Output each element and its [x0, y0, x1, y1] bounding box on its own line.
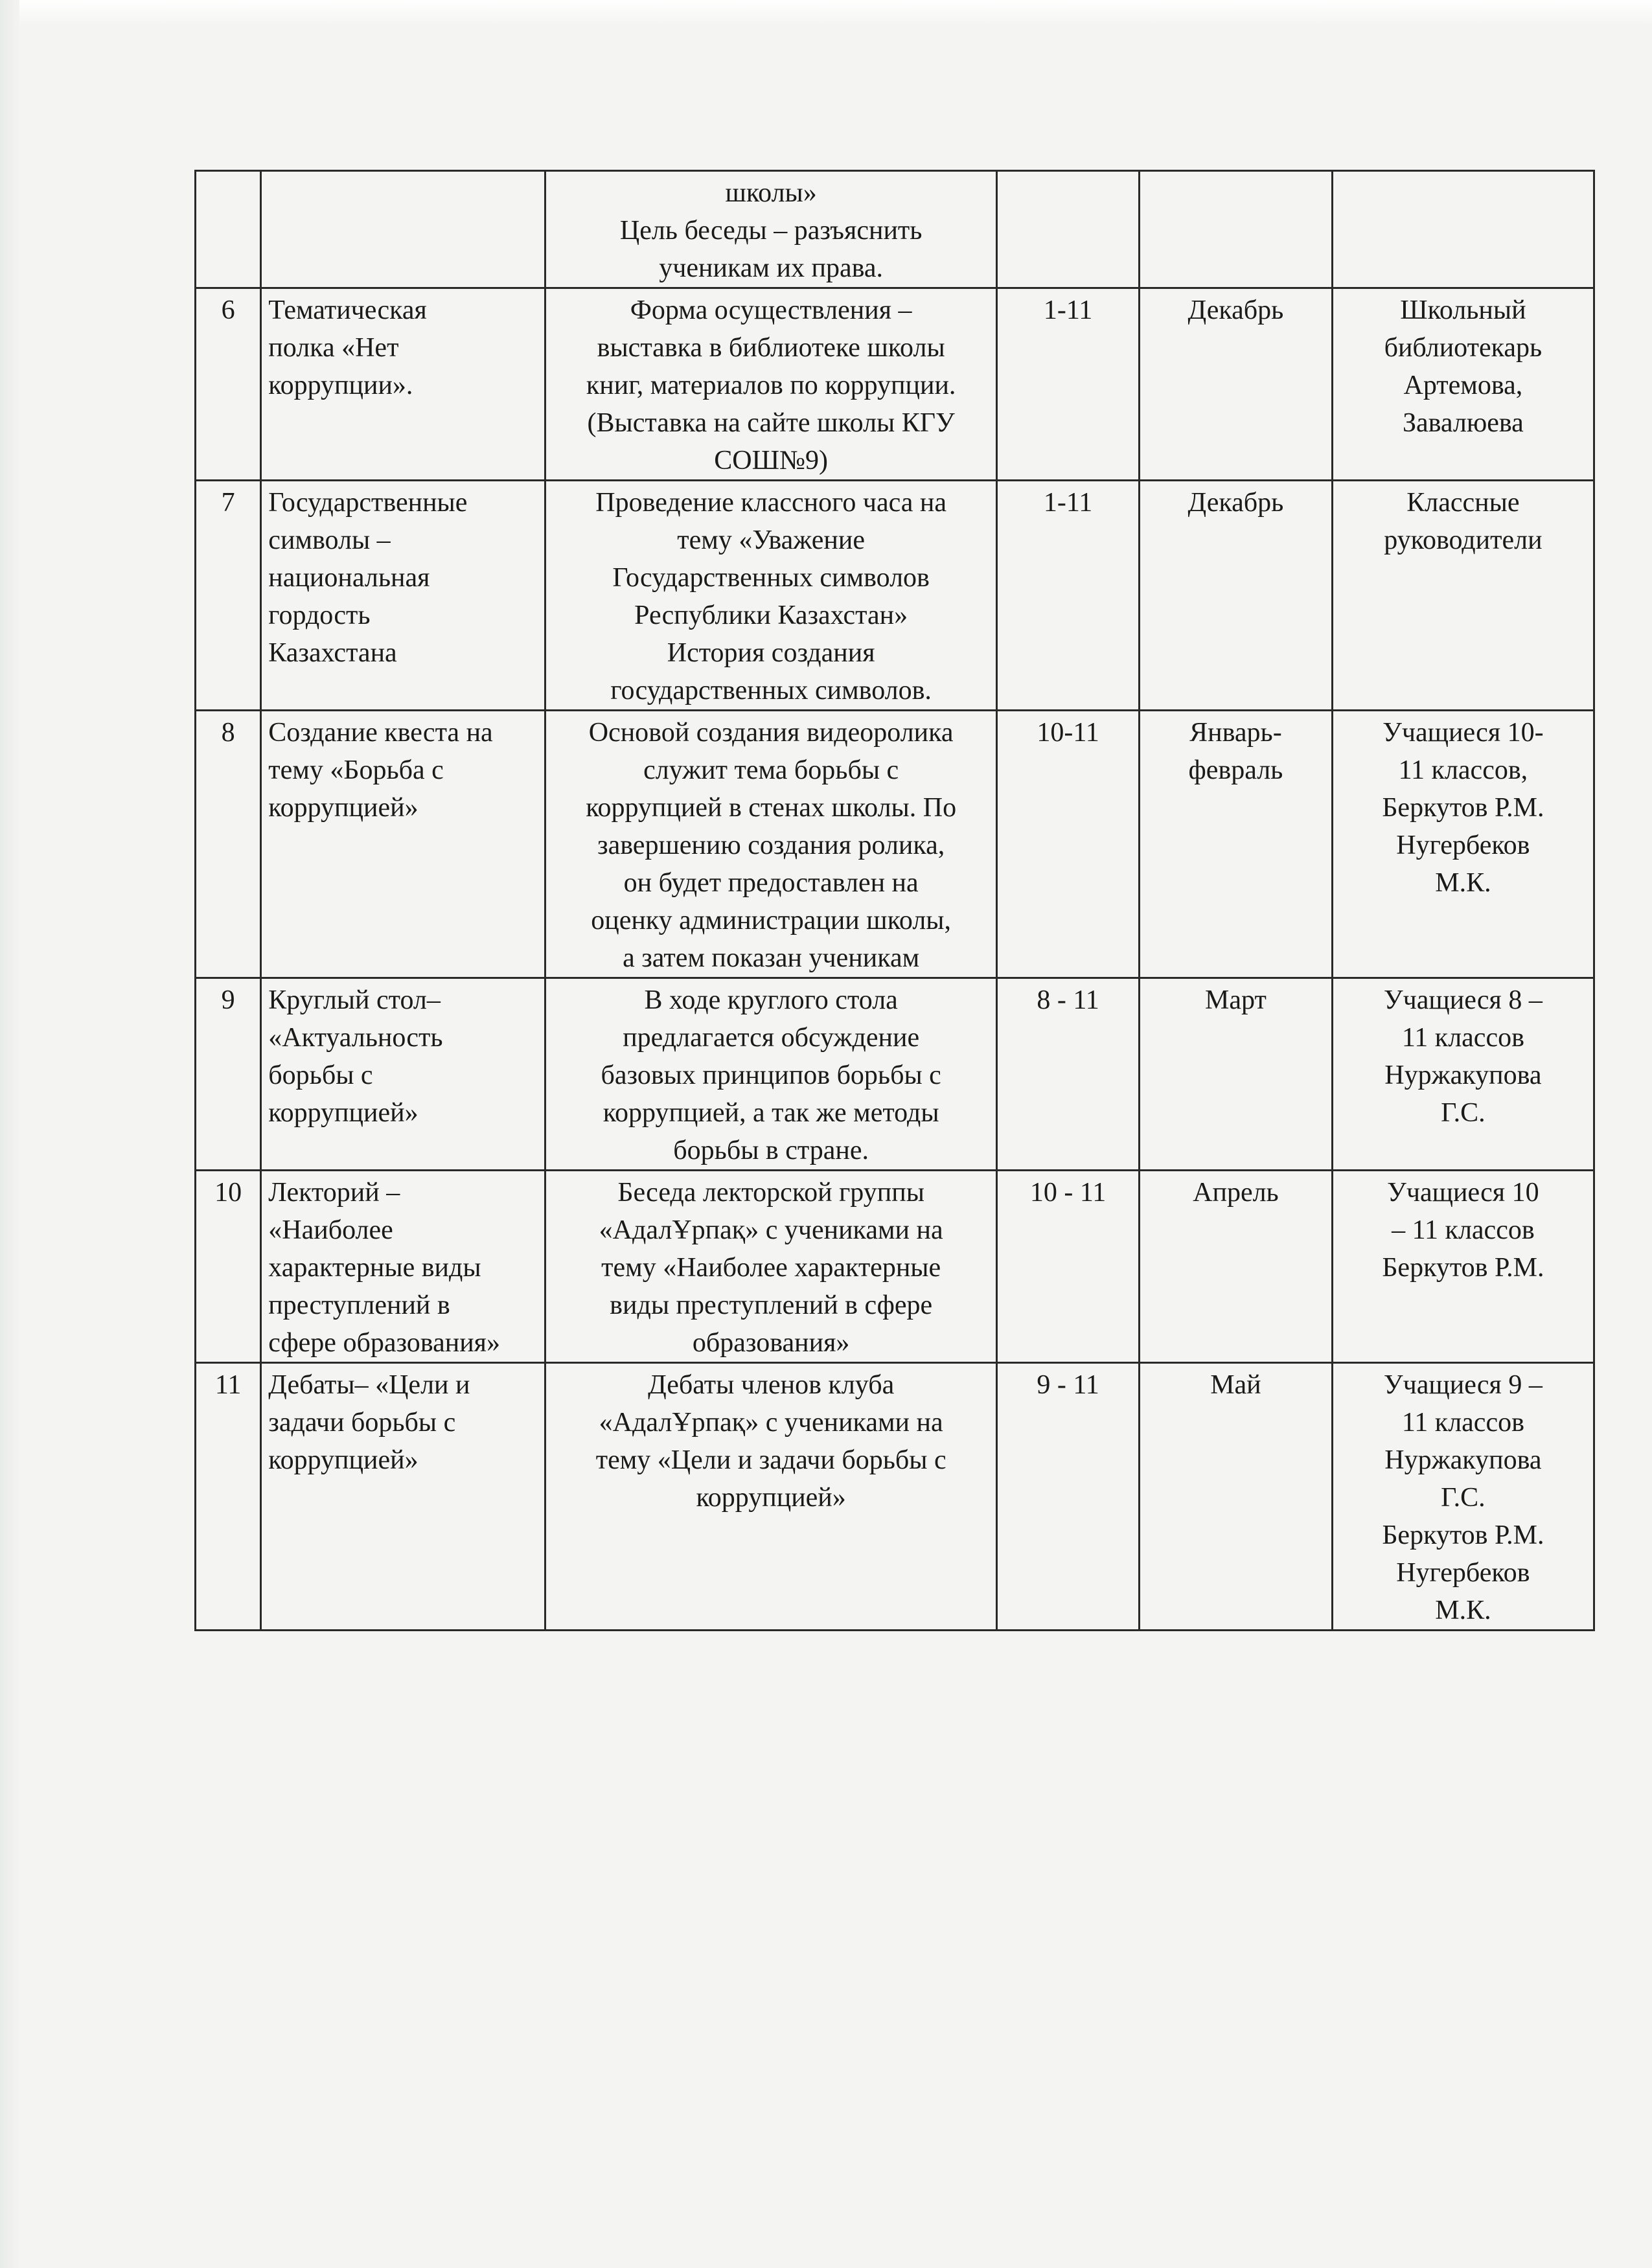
- text-line: «Актуальность: [268, 1023, 443, 1053]
- text-line: коррупцией»: [696, 1483, 846, 1513]
- text-line: коррупцией в стенах школы. По: [586, 793, 957, 823]
- text-line: Нугербеков: [1396, 1558, 1530, 1588]
- text-line: коррупцией»: [268, 793, 419, 823]
- text-line: служит тема борьбы с: [643, 755, 899, 785]
- text-line: Круглый стол–: [268, 985, 441, 1015]
- text-line: виды преступлений в сфере: [610, 1290, 933, 1320]
- text-line: Учащиеся 10: [1387, 1178, 1539, 1208]
- table-row: [196, 711, 1594, 978]
- text-line: Беркутов Р.М.: [1382, 793, 1544, 823]
- text-line: Государственные: [268, 488, 468, 518]
- event-description-cell: [545, 978, 997, 1171]
- text-line: 11 классов: [1401, 1023, 1524, 1053]
- text-line: Беседа лекторской группы: [617, 1178, 924, 1208]
- responsible-cell: [1332, 1363, 1594, 1631]
- date-cell: [1140, 481, 1333, 711]
- event-title-cell: [261, 481, 545, 711]
- text-line: Учащиеся 9 –: [1383, 1370, 1543, 1400]
- row-number-cell: [196, 171, 261, 288]
- grades-cell: [997, 171, 1140, 288]
- text-line: Беркутов Р.М.: [1382, 1520, 1544, 1550]
- table-row: [196, 1171, 1594, 1363]
- text-line: 11 классов: [1401, 1408, 1524, 1438]
- text-line: символы –: [268, 525, 391, 555]
- text-line: Тематическая: [268, 295, 427, 325]
- text-line: библиотекарь: [1384, 333, 1543, 363]
- text-line: Лекторий –: [268, 1178, 400, 1208]
- event-description-cell: [545, 1363, 997, 1631]
- table-row: [196, 978, 1594, 1171]
- text-line: Создание квеста на: [268, 718, 493, 748]
- text-line: История создания: [667, 638, 875, 668]
- text-line: Март: [1205, 985, 1267, 1015]
- text-line: – 11 классов: [1392, 1215, 1535, 1245]
- grades-cell: 9 - 11: [997, 1363, 1140, 1631]
- text-line: Артемова,: [1403, 371, 1523, 400]
- row-number-cell: 10: [196, 1171, 261, 1363]
- text-line: Проведение классного часа на: [595, 488, 947, 518]
- text-line: тему «Цели и задачи борьбы с: [595, 1445, 946, 1475]
- row-number-cell: 6: [196, 288, 261, 481]
- text-line: Май: [1210, 1370, 1261, 1400]
- text-line: Форма осуществления –: [630, 295, 912, 325]
- responsible-cell: [1332, 481, 1594, 711]
- responsible-cell: [1332, 288, 1594, 481]
- text-line: оценку администрации школы,: [591, 906, 952, 935]
- text-line: ученикам их права.: [659, 253, 884, 283]
- responsible-cell: [1332, 171, 1594, 288]
- grades-cell: 10-11: [997, 711, 1140, 978]
- scan-edge-left: [0, 0, 19, 2268]
- row-number-cell: 8: [196, 711, 261, 978]
- text-line: Дебаты членов клуба: [648, 1370, 895, 1400]
- text-line: Цель беседы – разъяснить: [619, 216, 923, 246]
- scan-edge-top: [0, 0, 1652, 26]
- text-line: Нугербеков: [1396, 830, 1530, 860]
- text-line: завершению создания ролика,: [597, 830, 945, 860]
- text-line: Г.С.: [1441, 1483, 1486, 1513]
- event-description-cell: [545, 481, 997, 711]
- text-line: школы»: [725, 178, 817, 208]
- event-title-cell: [261, 1171, 545, 1363]
- text-line: февраль: [1188, 755, 1283, 785]
- table-row: [196, 288, 1594, 481]
- text-line: (Выставка на сайте школы КГУ: [587, 408, 955, 438]
- row-number-cell: 7: [196, 481, 261, 711]
- event-title-cell: [261, 978, 545, 1171]
- text-line: Учащиеся 8 –: [1383, 985, 1543, 1015]
- event-description-cell: [545, 1171, 997, 1363]
- text-line: Нуржакупова: [1384, 1445, 1542, 1475]
- text-line: борьбы в стране.: [673, 1136, 869, 1165]
- row-number-cell: 11: [196, 1363, 261, 1631]
- grades-cell: 8 - 11: [997, 978, 1140, 1171]
- date-cell: [1140, 978, 1333, 1171]
- text-line: образования»: [692, 1328, 850, 1358]
- text-line: Апрель: [1193, 1178, 1279, 1208]
- text-line: книг, материалов по коррупции.: [586, 371, 956, 400]
- event-title-cell: [261, 288, 545, 481]
- grades-cell: 1-11: [997, 481, 1140, 711]
- grades-cell: 1-11: [997, 288, 1140, 481]
- text-line: характерные виды: [268, 1253, 481, 1283]
- text-line: Нуржакупова: [1384, 1060, 1542, 1090]
- text-line: национальная: [268, 563, 430, 593]
- text-line: а затем показан ученикам: [623, 943, 920, 973]
- event-description-cell: [545, 711, 997, 978]
- text-line: Основой создания видеоролика: [588, 718, 954, 748]
- responsible-cell: [1332, 1171, 1594, 1363]
- event-description-cell: [545, 171, 997, 288]
- responsible-cell: [1332, 978, 1594, 1171]
- text-line: гордость: [268, 601, 371, 630]
- text-line: Казахстана: [268, 638, 397, 668]
- text-line: коррупцией»: [268, 1445, 419, 1475]
- grades-cell: 10 - 11: [997, 1171, 1140, 1363]
- date-cell: [1140, 711, 1333, 978]
- event-title-cell: [261, 1363, 545, 1631]
- text-line: Беркутов Р.М.: [1382, 1253, 1544, 1283]
- text-line: Республики Казахстан»: [634, 601, 908, 630]
- text-line: коррупции».: [268, 371, 413, 400]
- row-number-cell: 9: [196, 978, 261, 1171]
- responsible-cell: [1332, 711, 1594, 978]
- text-line: тему «Борьба с: [268, 755, 444, 785]
- text-line: базовых принципов борьбы с: [601, 1060, 941, 1090]
- text-line: он будет предоставлен на: [623, 868, 919, 898]
- text-line: сфере образования»: [268, 1328, 500, 1358]
- text-line: борьбы с: [268, 1060, 373, 1090]
- text-line: задачи борьбы с: [268, 1408, 456, 1438]
- date-cell: [1140, 1363, 1333, 1631]
- text-line: тему «Уважение: [677, 525, 865, 555]
- events-schedule-table: [194, 170, 1595, 1631]
- text-line: 11 классов,: [1398, 755, 1528, 785]
- text-line: «Наиболее: [268, 1215, 393, 1245]
- text-line: «АдалҰрпақ» с учениками на: [599, 1408, 943, 1438]
- text-line: преступлений в: [268, 1290, 450, 1320]
- text-line: Школьный: [1400, 295, 1526, 325]
- date-cell: [1140, 1171, 1333, 1363]
- text-line: СОШ№9): [714, 446, 829, 475]
- event-description-cell: [545, 288, 997, 481]
- text-line: Завалюева: [1402, 408, 1524, 438]
- text-line: М.К.: [1435, 868, 1491, 898]
- text-line: коррупцией, а так же методы: [602, 1098, 939, 1128]
- text-line: Дебаты– «Цели и: [268, 1370, 470, 1400]
- text-line: Учащиеся 10-: [1382, 718, 1544, 748]
- text-line: Государственных символов: [612, 563, 930, 593]
- table-body: [196, 171, 1594, 1631]
- text-line: Январь-: [1189, 718, 1282, 748]
- text-line: Декабрь: [1187, 295, 1284, 325]
- date-cell: [1140, 171, 1333, 288]
- text-line: полка «Нет: [268, 333, 399, 363]
- text-line: М.К.: [1435, 1596, 1491, 1625]
- text-line: В ходе круглого стола: [644, 985, 898, 1015]
- text-line: Классные: [1406, 488, 1520, 518]
- text-line: «АдалҰрпақ» с учениками на: [599, 1215, 943, 1245]
- event-title-cell: [261, 711, 545, 978]
- text-line: Декабрь: [1187, 488, 1284, 518]
- table-row: [196, 1363, 1594, 1631]
- text-line: тему «Наиболее характерные: [601, 1253, 941, 1283]
- table-row: [196, 481, 1594, 711]
- text-line: государственных символов.: [610, 676, 932, 705]
- date-cell: [1140, 288, 1333, 481]
- text-line: предлагается обсуждение: [623, 1023, 920, 1053]
- text-line: коррупцией»: [268, 1098, 419, 1128]
- event-title-cell: [261, 171, 545, 288]
- text-line: выставка в библиотеке школы: [597, 333, 945, 363]
- table-row: [196, 171, 1594, 288]
- text-line: руководители: [1384, 525, 1543, 555]
- text-line: Г.С.: [1441, 1098, 1486, 1128]
